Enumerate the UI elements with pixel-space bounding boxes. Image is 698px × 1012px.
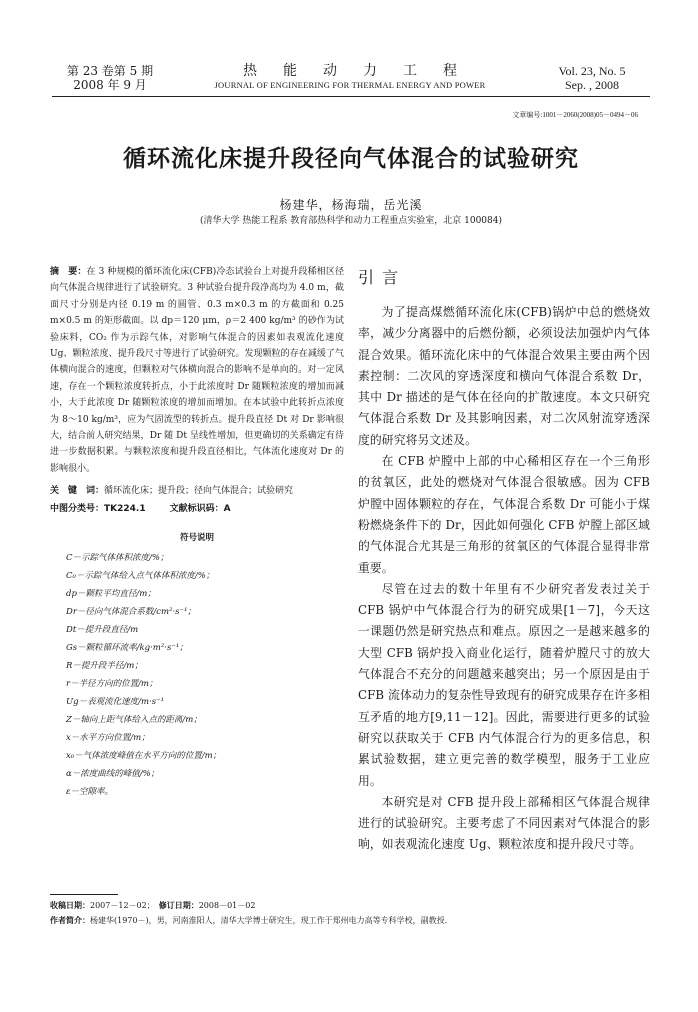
issue-date-en: Sep. , 2008	[565, 78, 619, 92]
symbol-item: Z－轴向上距气体给入点的距离/m；	[66, 715, 202, 726]
document-code: 文献标识码：A	[169, 504, 231, 515]
left-column	[50, 264, 344, 801]
abstract-label: 摘 要：	[50, 267, 87, 277]
symbols-heading: 符号说明	[179, 533, 214, 544]
symbol-item: α－浓度曲线的峰值/%；	[66, 769, 160, 780]
journal-volume-info-en	[540, 64, 644, 92]
affiliation: (清华大学 热能工程系 教育部热科学和动力工程重点实验室，北京 100084)	[200, 216, 502, 226]
authors: 杨建华，杨海瑞，岳光溪	[279, 198, 423, 212]
keywords-label: 关 键 词：	[50, 486, 105, 497]
symbol-item: R－提升段半径/m；	[66, 661, 143, 672]
journal-volume-info	[58, 64, 162, 92]
symbol-item: Gs－颗粒循环流率/kg·m²·s⁻¹；	[66, 643, 188, 654]
journal-name	[180, 62, 520, 91]
article-number: 文章编号:1001－2060(2008)05－0494－06	[512, 111, 638, 119]
keywords-text: 循环流化床；提升段；径向气体混合；试验研究	[104, 486, 294, 497]
symbol-item: ε－空隙率。	[66, 787, 114, 798]
keywords	[50, 483, 344, 499]
abstract	[50, 264, 344, 477]
symbol-item: Ug－表观流化速度/m·s⁻¹	[66, 697, 164, 708]
right-column	[358, 268, 650, 856]
author-bio-label: 作者简介：	[50, 916, 90, 925]
volume-issue: 第 23 卷第 5 期	[66, 64, 154, 78]
symbol-item: C₀－示踪气体给入点气体体积浓度/%；	[66, 571, 215, 582]
paper-title: 循环流化床提升段径向气体混合的试验研究	[123, 146, 579, 172]
intro-paragraph: 在 CFB 炉膛中上部的中心稀相区存在一个三角形的贫氧区，此处的燃烧对气体混合很敏感。因为 CFB 炉膛中固体颗粒的存在，气体混合系数 Dr 可能小于煤粉燃烧条件下的 Dr，因此如何强化 CFB 炉膛上部区域的气体混合尤其是三角形的贫氧区的气体混合显得非常重要。	[358, 454, 650, 575]
issue-date: 2008 年 9 月	[73, 78, 147, 92]
footnote	[50, 898, 650, 928]
intro-paragraph: 尽管在过去的数十年里有不少研究者发表过关于 CFB 锅炉中气体混合行为的研究成果[1－7]，今天这一课题仍然是研究热点和难点。原因之一是越来越多的大型 CFB 锅炉投入商业化运行，随着炉膛尺寸的放大气体混合不充分的问题越来越突出；另一个原因是由于 CFB 流体动力的复杂性导致现有的研究成果存在许多相互矛盾的地方[9,11－12]。因此，需要进行更多的试验研究以获取关于 CFB 内气体混合行为的更多信息，积累试验数据，建立更完善的数学模型，服务于工业应用。	[358, 581, 650, 788]
received-label: 收稿日期：	[50, 901, 90, 910]
journal-name-en: JOURNAL OF ENGINEERING FOR THERMAL ENERGY AND POWER	[214, 80, 486, 90]
journal-name-cn: 热能动力工程	[243, 63, 483, 79]
footnote-dates	[50, 898, 650, 913]
author-bio: 杨建华(1970－)，男，河南淮阳人，清华大学博士研究生，现工作于郑州电力高等专科学校，副教授.	[90, 916, 448, 925]
intro-paragraph: 为了提高煤燃循环流化床(CFB)锅炉中总的燃烧效率，减少分离器中的后燃份额，必须设法加强炉内气体混合效果。循环流化床中的气体混合效果主要由两个因素控制：二次风的穿透深度和横向气体混合系数 Dr，其中 Dr 描述的是气体在径向的扩散速度。本文只研究气体混合系数 Dr 及其影响因素，对二次风射流穿透深度的研究将另文述及。	[358, 305, 650, 447]
volume-issue-en: Vol. 23, No. 5	[558, 64, 626, 78]
classification	[50, 501, 344, 517]
symbol-item: dp－颗粒平均直径/m；	[66, 589, 156, 600]
symbol-item: x－水平方向位置/m；	[66, 733, 150, 744]
revised-date: 2008－01－02	[198, 901, 256, 910]
intro-paragraph: 本研究是对 CFB 提升段上部稀相区气体混合规律进行的试验研究。主要考虑了不同因素对气体混合的影响，如表观流化速度 Ug、颗粒浓度和提升段尺寸等。	[358, 794, 650, 852]
intro-heading: 引言	[358, 268, 407, 287]
received-date: 2007－12－02；	[90, 901, 151, 910]
abstract-text: 在 3 种规模的循环流化床(CFB)冷态试验台上对提升段稀相区径向气体混合规律进行了试验研究。3 种试验台提升段净高均为 4.0 m，截面尺寸分别是内径 0.19 m 的圆管、0.3 m×0.3 m 的方截面和 0.25 m×0.5 m 的矩形截面。以 dp＝120 μm，ρ＝2 400 kg/m³ 的砂作为试验床料，CO₂ 作为示踪气体，对影响气体混合的因素如表观流化速度 Ug、颗粒浓度、提升段尺寸等进行了试验研究。发现颗粒的存在减缓了气体横向混合的速度，但颗粒对气体横向混合的影响不是单向的。对一定风速，存在一个颗粒浓度转折点，小于此浓度时 Dr 随颗粒浓度的增加而减小，大于此浓度 Dr 随颗粒浓度的增加而增加。在本试验中此转折点浓度为 8～10 kg/m³，应为气固流型的转折点。提升段直径 Dt 对 Dr 影响很大，结合前人研究结果，Dr 随 Dt 呈线性增加，但更确切的关系确定有待进一步数据积累。与颗粒浓度和提升段直径相比，气体流化速度对 Dr 的影响很小。	[50, 267, 344, 474]
symbols-list	[50, 549, 344, 801]
revised-label: 修订日期：	[158, 901, 199, 910]
symbol-item: Dt－提升段直径/m	[66, 625, 139, 636]
symbol-item: x₀－气体浓度峰值在水平方向的位置/m；	[66, 751, 222, 762]
symbol-item: Dr－径向气体混合系数/cm²·s⁻¹；	[66, 607, 196, 618]
footnote-author	[50, 913, 650, 928]
symbol-item: C－示踪气体体积浓度/%；	[66, 553, 169, 564]
symbol-item: r－半径方向的位置/m；	[66, 679, 158, 690]
footnote-rule	[50, 894, 118, 895]
clc-number: 中图分类号：TK224.1	[50, 504, 146, 515]
header-rule	[52, 96, 650, 97]
